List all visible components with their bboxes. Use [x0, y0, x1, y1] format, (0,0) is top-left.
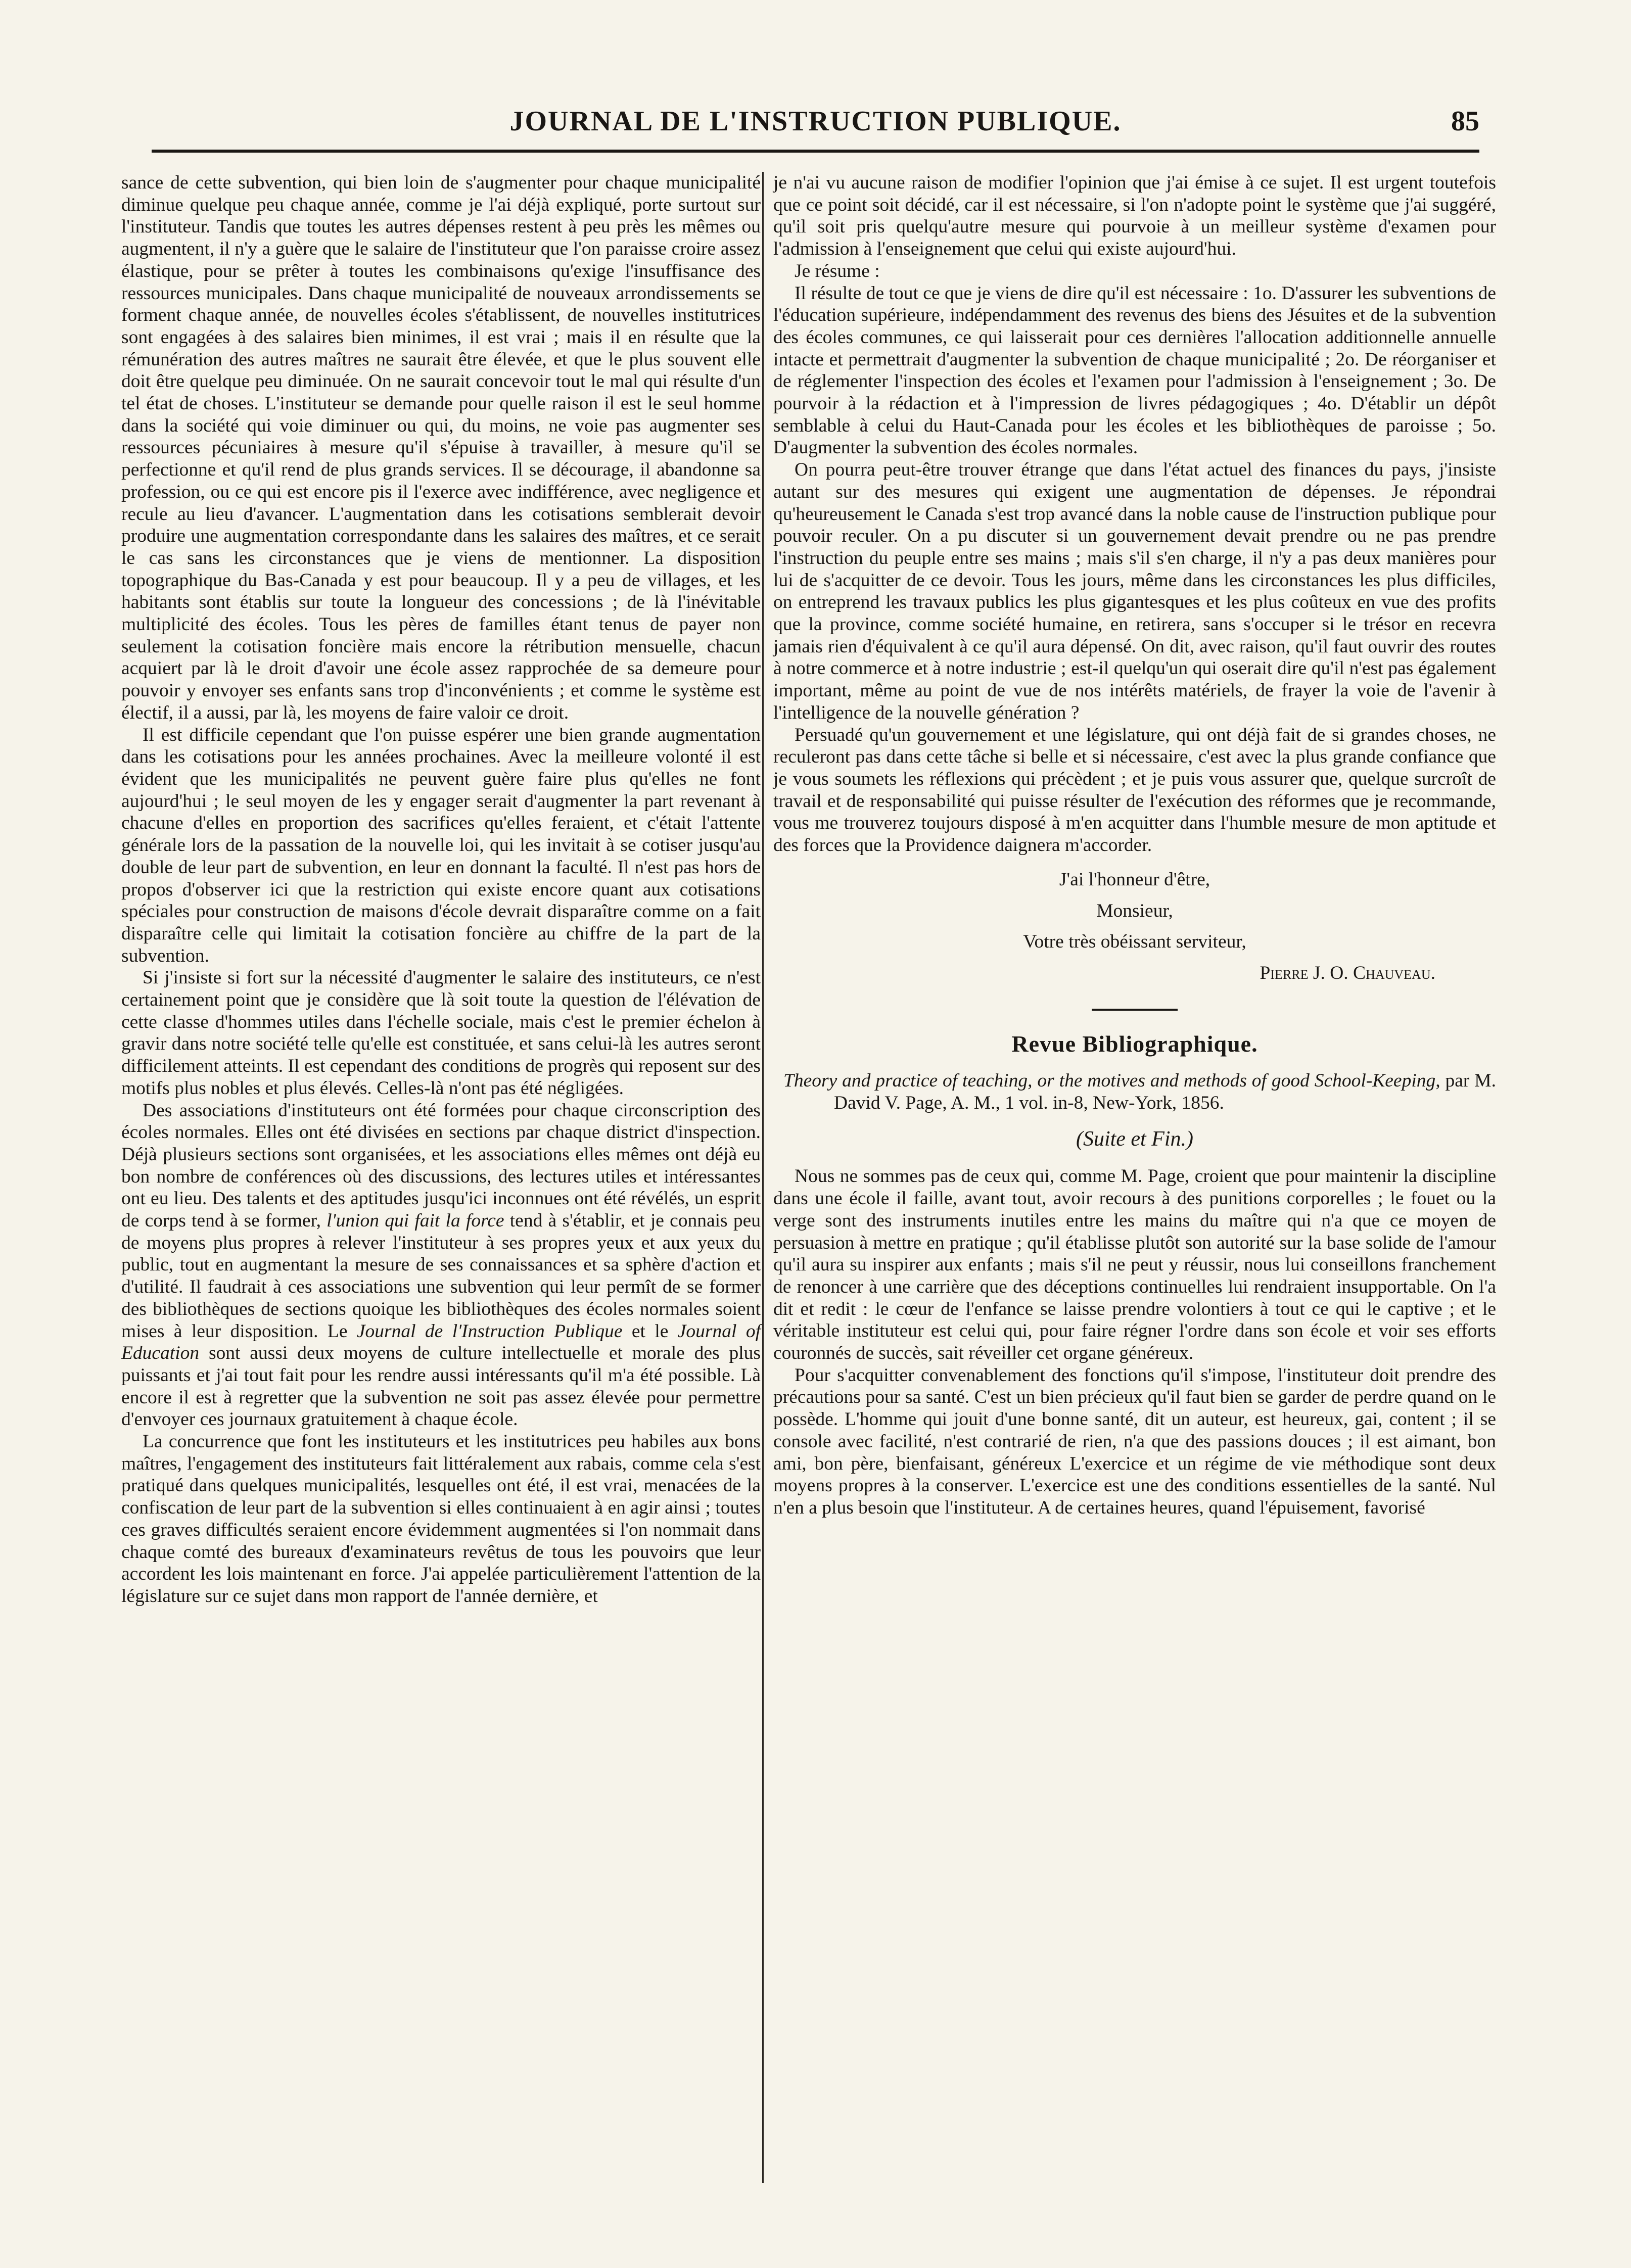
- right-column: [773, 172, 1496, 1519]
- paragraph: Des associations d'instituteurs ont été formées pour chaque circonscription des écoles normales. Elles ont été divisées en sections par chaque district d'inspection. Déjà plusieurs sections sont organisées, et les associations elles mêmes ont déjà eu bon nombre de conférences où des discussions, des lectures utiles et intéressantes ont eu lieu. Des talents et des aptitudes jusqu'ici inconnues ont été révélés, un esprit de corps tend à se former, l'union qui fait la force tend à s'établir, et je connais peu de moyens plus propres à relever l'instituteur à ses propres yeux et aux yeux du public, tout en augmentant la mesure de ses connaissances et sa sphère d'action et d'utilité. Il faudrait à ces associations une subvention qui leur permît de se former des bibliothèques de sections quoique les bibliothèques des écoles normales soient mises à leur disposition. Le Journal de l'Instruction Publique et le Journal of Education sont aussi deux moyens de culture intellectuelle et morale des plus puissants et j'ai tout fait pour les rendre aussi intéressants qu'il m'a été possible. Là encore il est à regretter que la subvention ne soit pas assez élevée pour permettre d'envoyer ces journaux gratuitement à chaque école.: [121, 1100, 761, 1430]
- paragraph: Pour s'acquitter convenablement des fonctions qu'il s'impose, l'instituteur doit prendre des précautions pour sa santé. C'est un bien précieux qu'il faut bien se garder de perdre quand on le possède. L'homme qui jouit d'une bonne santé, dit un auteur, est heureux, gai, content ; il se console avec facilité, n'est contrarié de rien, n'a que des passions douces ; il est aimant, bon ami, bon père, bienfaisant, généreux L'exercice et un régime de vie méthodique sont deux moyens propres à la conserver. L'exercice est une des conditions essentielles de la santé. Nul n'en a plus besoin que l'instituteur. A de certaines heures, quand l'épuisement, favorisé: [773, 1364, 1496, 1518]
- paragraph: Si j'insiste si fort sur la nécessité d'augmenter le salaire des instituteurs, ce n'est certainement point que je considère que là soit toute la question de l'élévation de cette classe d'hommes utiles dans l'échelle sociale, mais c'est le premier échelon à gravir dans notre société telle qu'elle est constituée, et sans celui-là les autres seront difficilement atteints. Il est cependant des conditions de progrès qui reposent sur des motifs plus nobles et plus élevés. Celles-là n'ont pas été négligées.: [121, 967, 761, 1099]
- paragraph: je n'ai vu aucune raison de modifier l'opinion que j'ai émise à ce sujet. Il est urgent toutefois que ce point soit décidé, car il est nécessaire, si l'on n'adopte point le système que j'ai suggéré, qu'il soit pris quelqu'autre mesure qui pourvoie à un meilleur système d'examen pour l'admission à l'enseignement que celui qui existe aujourd'hui.: [773, 172, 1496, 260]
- left-column: [121, 172, 761, 1608]
- closing-line: J'ai l'honneur d'être,: [1059, 869, 1210, 890]
- journal-title: JOURNAL DE L'INSTRUCTION PUBLIQUE.: [509, 106, 1122, 137]
- paragraph: Il est difficile cependant que l'on puisse espérer une bien grande augmentation dans les cotisations pour les années prochaines. Avec la meilleure volonté il est évident que les municipalités ne peuvent guère faire plus qu'elles ne font aujourd'hui ; le seul moyen de les y engager serait d'augmenter la part revenant à chacune d'elles en proportion des sacrifices qu'elles feraient, et c'était l'attente générale lors de la passation de la nouvelle loi, qui les invitait à se cotiser jusqu'au double de leur part de subvention, en leur en donnant la faculté. Il n'est pas hors de propos d'observer ici que la restriction qui existe encore quant aux cotisations spéciales pour construction de maisons d'école devrait disparaître comme on a fait disparaître celle qui limitait la cotisation foncière au chiffre de la part de la subvention.: [121, 724, 761, 966]
- paragraph: sance de cette subvention, qui bien loin de s'augmenter pour chaque municipalité diminue quelque peu chaque année, comme je l'ai déjà expliqué, porte surtout sur l'instituteur. Tandis que toutes les autres dépenses restent à peu près les mêmes ou augmentent, il n'y a guère que le salaire de l'instituteur que l'on paraisse croire assez élastique, pour se prêter à toutes les combinaisons qu'exige l'insuffisance des ressources municipales. Dans chaque municipalité de nouveaux arrondissements se forment chaque année, de nouvelles écoles s'établissent, de nouvelles institutrices sont engagées à des salaires bien minimes, il est vrai ; mais il en résulte que la rémunération des autres maîtres ne saurait être élevée, et que le plus souvent elle doit être quelque peu diminuée. On ne saurait concevoir tout le mal qui résulte d'un tel état de choses. L'instituteur se demande pour quelle raison il est le seul homme dans la société qui voie diminuer ou qui, du moins, ne voie pas augmenter ses ressources pécuniaires à mesure qu'il s'épuise à travailler, à mesure qu'il se perfectionne et qu'il rend de plus grands services. Il se décourage, il abandonne sa profession, ou ce qui est encore pis il l'exerce avec indifférence, avec negligence et recule au lieu d'avancer. L'augmentation dans les cotisations semblerait devoir produire une augmentation correspondante dans les salaires des maîtres, et ce serait le cas sans les circonstances que je viens de mentionner. La disposition topographique du Bas-Canada y est pour beaucoup. Il y a peu de villages, et les habitants sont établis sur toute la longueur des concessions ; de là l'inévitable multiplicité des écoles. Tous les pères de familles étant tenus de payer non seulement la cotisation foncière mais encore la rétribution mensuelle, chacun acquiert par là le droit d'avoir une école assez rapprochée de sa demeure pour pouvoir y envoyer ses enfants sans trop d'inconvénients ; et comme le système est électif, il a aussi, par là, les moyens de faire valoir ce droit.: [121, 172, 761, 723]
- paragraph: On pourra peut-être trouver étrange que dans l'état actuel des finances du pays, j'insiste autant sur des mesures qui exigent une augmentation de dépenses. Je répondrai qu'heureusement le Canada s'est trop avancé dans la noble cause de l'instruction publique pour pouvoir reculer. On a pu discuter si un gouvernement devait prendre ou ne pas prendre l'instruction du peuple entre ses mains ; mais s'il s'en charge, il n'y a pas deux manières pour lui de s'acquitter de ce devoir. Tous les jours, même dans les circonstances les plus difficiles, on entreprend les travaux publics les plus gigantesques et les plus coûteux en vue des profits que la province, comme société humaine, en retirera, sans s'occuper si le trésor en recevra jamais rien d'équivalent à ce qu'il aura dépensé. On dit, avec raison, qu'il faut ouvrir des routes à notre commerce et à notre industrie ; est-il quelqu'un qui oserait dire qu'il n'est pas également important, même au point de vue de nos intérêts matériels, de frayer la voie de l'avenir à l'intelligence de la nouvelle génération ?: [773, 459, 1496, 723]
- header-rule: [152, 150, 1479, 153]
- column-divider: [762, 172, 764, 2183]
- paragraph: La concurrence que font les instituteurs et les institutrices peu habiles aux bons maîtres, l'engagement des instituteurs fait littéralement aux rabais, comme cela s'est pratiqué dans quelques municipalités, lesquelles ont été, il est vrai, menacées de la confiscation de leur part de la subvention si elles continuaient à en agir ainsi ; toutes ces graves difficultés seraient encore évidemment augmentées si l'on nommait dans chaque comté des bureaux d'examinateurs revêtus de tous les pouvoirs que leur accordent les lois maintenant en force. J'ai appelée particulièrement l'attention de la législature sur ce sujet dans mon rapport de l'année dernière, et: [121, 1431, 761, 1606]
- paragraph: Persuadé qu'un gouvernement et une législature, qui ont déjà fait de si grandes choses, ne reculeront pas dans cette tâche si belle et si nécessaire, c'est avec la plus grande confiance que je vous soumets les réflexions qui précèdent ; et je puis vous assurer que, quelque surcroît de travail et de responsabilité qui puisse résulter de l'exécution des réformes que je recommande, vous me trouverez toujours disposé à m'en acquitter dans l'humble mesure de mon aptitude et des forces que la Providence daignera m'accorder.: [773, 724, 1496, 856]
- closing-line: Monsieur,: [1096, 900, 1173, 921]
- signature: Pierre J. O. Chauveau.: [1260, 962, 1435, 983]
- paragraph: Je résume :: [795, 260, 880, 281]
- page-number: 85: [1451, 106, 1479, 137]
- section-heading: Revue Bibliographique.: [1011, 1030, 1258, 1057]
- section-divider: [1092, 1009, 1178, 1011]
- paragraph: Il résulte de tout ce que je viens de dire qu'il est nécessaire : 1o. D'assurer les subventions de l'éducation supérieure, indépendamment des revenus des biens des Jésuites et de la subvention des écoles communes, ce qui laisserait pour ces dernières l'allocation additionnelle annuelle intacte et permettrait d'augmenter la subvention de chaque municipalité ; 2o. De réorganiser et de réglementer l'inspection des écoles et l'examen pour l'admission à l'enseignement ; 3o. De pourvoir à la rédaction et à l'impression de livres pédagogiques ; 4o. D'établir un dépôt semblable à celui du Haut-Canada pour les écoles et les bibliothèques de paroisse ; 5o. D'augmenter la subvention des écoles normales.: [773, 282, 1496, 458]
- letter-closing: [773, 869, 1496, 984]
- suite-note: (Suite et Fin.): [1076, 1127, 1194, 1151]
- book-reference: Theory and practice of teaching, or the motives and methods of good School-Keeping, par M. David V. Page, A. M., 1 vol. in-8, New-York, 1856.: [783, 1070, 1496, 1114]
- paragraph: Nous ne sommes pas de ceux qui, comme M. Page, croient que pour maintenir la discipline dans une école il faille, avant tout, avoir recours à des punitions corporelles ; le fouet ou la verge sont des instruments inutiles entre les mains du maître qui n'a que ce moyen de persuasion à mettre en pratique ; qu'il établisse plutôt son autorité sur la base solide de l'amour qu'il aura su inspirer aux enfants ; mais s'il ne peut y réussir, nous lui conseillons franchement de renoncer à une carrière que des déceptions continuelles lui rendraient insupportable. On l'a dit et redit : le cœur de l'enfance se laisse prendre volontiers à tout ce qui le captive ; et le véritable instituteur est celui qui, pour faire régner l'ordre dans son école et voir ses efforts couronnés de succès, sait réveiller cet organe généreux.: [773, 1166, 1496, 1364]
- page-header: [152, 96, 1479, 141]
- closing-line: Votre très obéissant serviteur,: [1023, 931, 1246, 953]
